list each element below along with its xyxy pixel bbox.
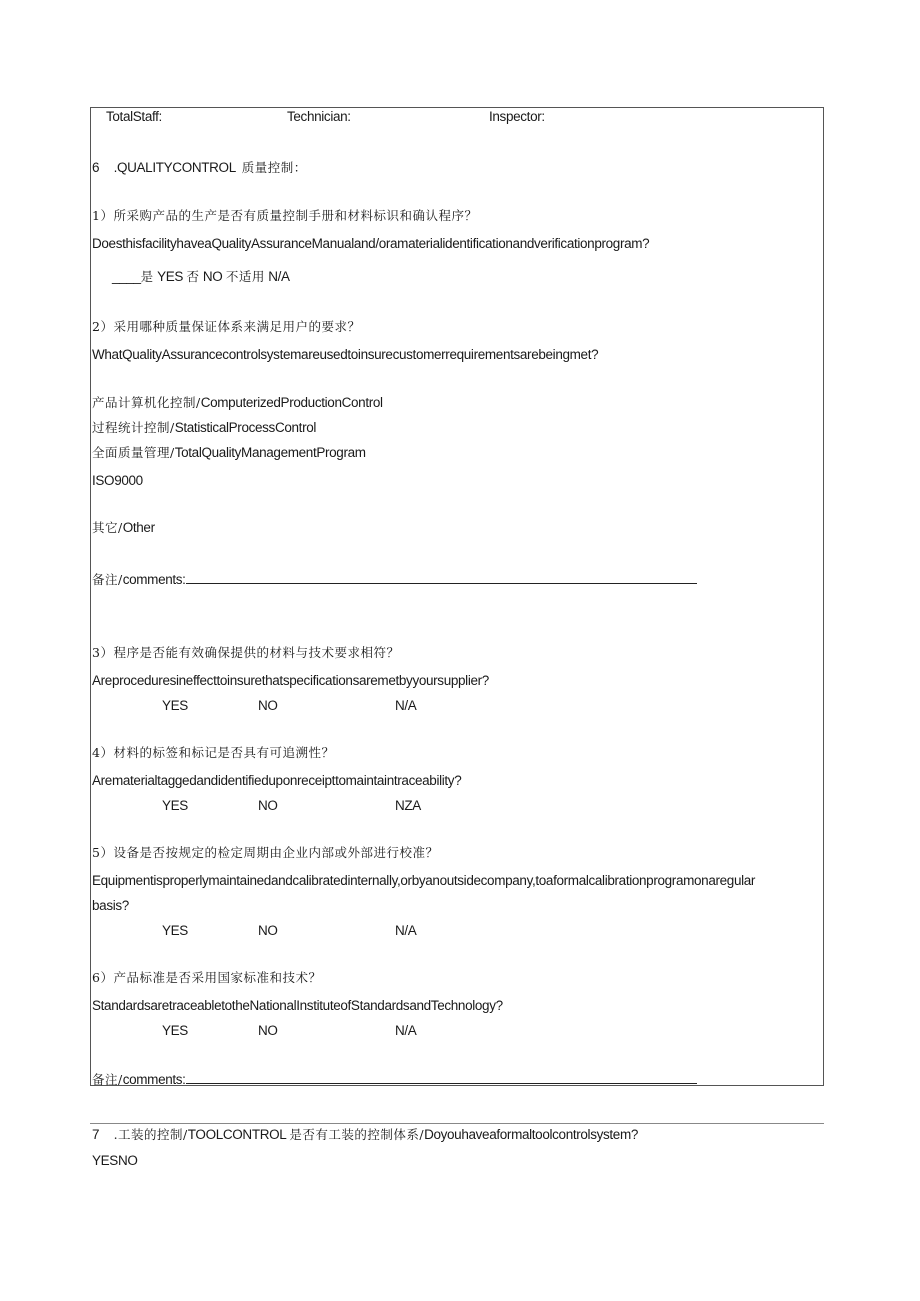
section-7-number: 7 (92, 1127, 100, 1142)
q1-na-option[interactable]: N/A (268, 269, 290, 284)
q3-na-option[interactable]: N/A (395, 698, 417, 713)
q2-option-cn: 全面质量管理/ (92, 445, 175, 460)
q2-option-cn: 其它/ (92, 520, 123, 535)
section-6-number: 6 (92, 160, 100, 175)
comments-label-en: comments: (122, 572, 186, 587)
section-7-heading (92, 1127, 638, 1143)
q2-option-computerized[interactable] (92, 395, 383, 411)
q2-option-en: Other (122, 520, 155, 535)
section-7-question-cn: 是否有工装的控制体系/ (289, 1127, 425, 1142)
section-7-question-en: Doyouhaveaformaltoolcontrolsystem? (424, 1127, 639, 1142)
q6-comments-field[interactable] (186, 1071, 697, 1084)
q1-blank[interactable]: ____ (112, 269, 141, 284)
q5-text-en-line1: Equipmentisproperlymaintainedandcalibratedinternally,orbyanoutsidecompany,toaformalcalibrationprogramonaregular (92, 873, 756, 888)
q4-text-en: Arematerialtaggedandidentifieduponreceipttomaintaintraceability? (92, 773, 462, 788)
q2-option-en: ComputerizedProductionControl (200, 395, 383, 410)
section-7-title-cn: .工装的控制/ (113, 1127, 188, 1142)
q3-no-option[interactable]: NO (258, 698, 278, 713)
q6-text-cn: 6）产品标准是否采用国家标准和技术？ (92, 970, 322, 985)
q2-option-cn: 过程统计控制/ (92, 420, 175, 435)
q5-text-cn: 5）设备是否按规定的检定周期由企业内部或外部进行校准？ (92, 845, 439, 860)
technician-label: Technician: (287, 109, 351, 124)
q2-comments-row (92, 571, 697, 588)
q5-yes-option[interactable]: YES (162, 923, 188, 938)
q2-option-statistical[interactable] (92, 420, 316, 436)
section-7-title-en: TOOLCONTROL (187, 1127, 286, 1142)
q6-no-option[interactable]: NO (258, 1023, 278, 1038)
q2-option-other[interactable] (92, 520, 155, 536)
comments-label-cn: 备注/ (92, 1072, 123, 1087)
q1-na-cn: 不适用 (225, 269, 265, 284)
q3-text-cn: 3）程序是否能有效确保提供的材料与技术要求相符？ (92, 645, 400, 660)
inspector-label: Inspector: (489, 109, 545, 124)
q2-option-en: TotalQualityManagementProgram (174, 445, 366, 460)
q5-no-option[interactable]: NO (258, 923, 278, 938)
q2-option-tqm[interactable] (92, 445, 366, 461)
section-6-heading (92, 160, 307, 176)
q2-option-en: ISO9000 (92, 473, 143, 488)
quality-control-form-box (90, 107, 824, 1086)
q5-na-option[interactable]: N/A (395, 923, 417, 938)
q1-no-option[interactable]: NO (202, 269, 223, 284)
q4-no-option[interactable]: NO (258, 798, 278, 813)
q2-option-en: StatisticalProcessControl (174, 420, 317, 435)
section-7-answer-options[interactable]: YESNO (92, 1153, 138, 1168)
q2-option-cn: 产品计算机化控制/ (92, 395, 201, 410)
comments-label-en: comments: (122, 1072, 186, 1087)
q1-answer-row (112, 269, 290, 285)
q1-yes-option[interactable]: YES (157, 269, 184, 284)
q5-text-en-line2: basis? (92, 898, 129, 913)
q3-yes-option[interactable]: YES (162, 698, 188, 713)
section-6-title: .QUALITYCONTROL (113, 160, 236, 175)
q6-yes-option[interactable]: YES (162, 1023, 188, 1038)
q6-text-en: StandardsaretraceabletotheNationalInstituteofStandardsandTechnology? (92, 998, 503, 1013)
q4-text-cn: 4）材料的标签和标记是否具有可追溯性？ (92, 745, 335, 760)
q1-no-cn: 否 (186, 269, 200, 284)
q6-na-option[interactable]: N/A (395, 1023, 417, 1038)
section-6-title-cn: 质量控制： (241, 160, 307, 175)
q1-yes-cn: 是 (140, 269, 154, 284)
q4-na-option[interactable]: NZA (395, 798, 421, 813)
q2-comments-field[interactable] (186, 571, 697, 584)
q3-text-en: Areproceduresineffecttoinsurethatspecificationsaremetbyyoursupplier? (92, 673, 489, 688)
q4-yes-option[interactable]: YES (162, 798, 188, 813)
q2-text-en: WhatQualityAssurancecontrolsystemareusedtoinsurecustomerrequirementsarebeingmet? (92, 347, 599, 362)
total-staff-label: TotalStaff: (106, 109, 162, 124)
q1-text-cn: 1）所采购产品的生产是否有质量控制手册和材料标识和确认程序？ (92, 208, 478, 223)
q6-comments-row (92, 1071, 697, 1088)
comments-label-cn: 备注/ (92, 572, 123, 587)
section-divider (90, 1123, 824, 1124)
q2-option-iso9000[interactable] (92, 473, 143, 489)
q1-text-en: DoesthisfacilityhaveaQualityAssuranceManualand/oramaterialidentificationandverificationprogram? (92, 236, 650, 251)
q2-text-cn: 2）采用哪种质量保证体系来满足用户的要求？ (92, 319, 361, 334)
